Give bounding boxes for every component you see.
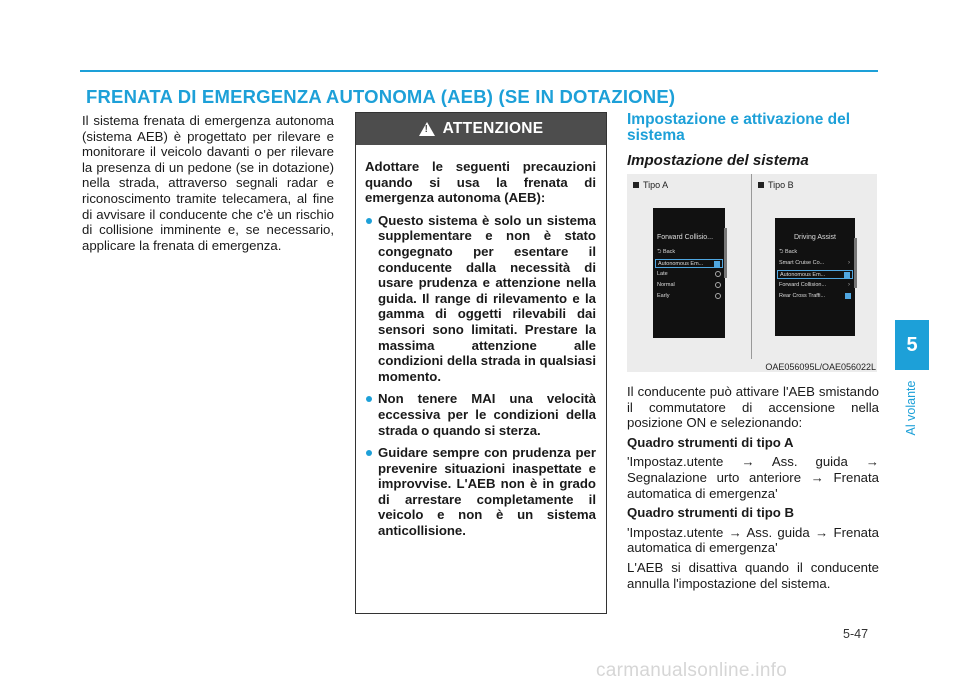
chapter-tab: 5 bbox=[895, 320, 929, 370]
checkbox-checked-icon bbox=[844, 272, 850, 278]
right-column-text bbox=[627, 384, 879, 595]
screen-b-item bbox=[777, 259, 853, 268]
warning-item: Questo sistema è solo un sistema supplementare e non è stato congegnato per esentare il conducente dalla necessità di usare prudenza e attenzione nella guida. Il range di rilevamento e la gamma di oggetti rilevabili dai sensori sono limitati. Prestare la massima attenzione alle condizioni della strada in qualsiasi momento. bbox=[365, 213, 596, 385]
body-paragraph: Il conducente può attivare l'AEB smistando il commutatore di accensione nella posizione ON e selezionando: bbox=[627, 384, 879, 431]
screen-b-item bbox=[777, 281, 853, 290]
screen-a-item bbox=[655, 281, 723, 290]
screen-b-back-label: Back bbox=[784, 249, 798, 255]
warning-box bbox=[355, 112, 607, 614]
cluster-b-path: 'Impostaz.utente → Ass. guida → Frenata automatica di emergenza' bbox=[627, 524, 879, 556]
screen-a-item bbox=[655, 292, 723, 301]
intro-paragraph: Il sistema frenata di emergenza autonoma (sistema AEB) è progettato per rilevare e monitorare il veicolo davanti o per rilevare la presenza di un pedone (se in dotazione) nella strada, attraverso segnali radar e riconoscimento tramite telecamera, al fine di avvisare il conducente che c'è un rischio di collisione imminente e, se necessario, applicare la frenata di emergenza. bbox=[82, 113, 334, 253]
screen-b-item-label: Smart Cruise Co... bbox=[779, 260, 825, 266]
screen-a-item-label: Normal bbox=[657, 282, 675, 288]
warning-triangle-icon: ! bbox=[419, 122, 435, 136]
body-paragraph: L'AEB si disattiva quando il conducente annulla l'impostazione del sistema. bbox=[627, 559, 879, 591]
screen-scrollbar bbox=[854, 238, 857, 288]
screen-b-back: ⮌ Back bbox=[779, 249, 798, 255]
screen-a-item-label: Early bbox=[657, 293, 670, 299]
warning-body bbox=[356, 145, 606, 539]
figure-label-b: Tipo B bbox=[758, 180, 794, 190]
screen-a-item bbox=[655, 259, 723, 268]
screen-b-item-label: Autonomous Em... bbox=[780, 272, 826, 278]
screen-a-back: ⮌ Back bbox=[657, 249, 676, 255]
checkbox-checked-icon bbox=[845, 293, 851, 299]
section-title: Impostazione e attivazione del sistema bbox=[627, 111, 851, 144]
warning-list bbox=[365, 213, 596, 539]
checkbox-checked-icon bbox=[714, 261, 720, 267]
top-rule bbox=[80, 70, 878, 72]
warning-heading: ATTENZIONE bbox=[442, 120, 544, 137]
cluster-screen-a bbox=[653, 208, 725, 338]
screen-b-item bbox=[777, 292, 853, 301]
warning-item: Guidare sempre con prudenza per prevenire situazioni inaspettate e improvvise. L'AEB non è in grado di arrestare completamente il veicolo e non è un sistema anticollisione. bbox=[365, 445, 596, 539]
screen-a-item bbox=[655, 270, 723, 279]
cluster-a-path: 'Impostaz.utente → Ass. guida → Segnalazione urto anteriore → Frenata automatica di emergenza' bbox=[627, 454, 879, 501]
screen-b-item-label: Forward Collision... bbox=[779, 282, 827, 288]
figure-label-a: Tipo A bbox=[633, 180, 668, 190]
radio-icon bbox=[715, 282, 721, 288]
radio-icon bbox=[715, 293, 721, 299]
warning-lead: Adottare le seguenti precauzioni quando si usa la frenata di emergenza autonoma (AEB): bbox=[365, 159, 596, 206]
page-number: 5-47 bbox=[843, 627, 869, 641]
cluster-b-heading: Quadro strumenti di tipo B bbox=[627, 505, 795, 521]
warning-item: Non tenere MAI una velocità eccessiva per le condizioni della strada o quando si sterza. bbox=[365, 391, 596, 438]
cluster-screen-b bbox=[775, 218, 855, 336]
chevron-right-icon: › bbox=[848, 260, 850, 266]
chevron-right-icon: › bbox=[848, 282, 850, 288]
screen-b-title: Driving Assist bbox=[793, 234, 836, 241]
screen-a-title: Forward Collisio... bbox=[657, 234, 714, 241]
figure-code: OAE056095L/OAE056022L bbox=[765, 362, 876, 372]
section-subtitle: Impostazione del sistema bbox=[627, 152, 809, 169]
cluster-a-heading: Quadro strumenti di tipo A bbox=[627, 434, 794, 450]
screen-a-item-label: Autonomous Em... bbox=[658, 261, 704, 267]
warning-header bbox=[356, 113, 606, 145]
cluster-figure bbox=[627, 174, 877, 372]
watermark: carmanualsonline.info bbox=[596, 660, 788, 681]
chapter-label bbox=[901, 376, 921, 440]
screen-b-item-label: Rear Cross Traffi... bbox=[779, 293, 826, 299]
radio-icon bbox=[715, 271, 721, 277]
chapter-label-text: Al volante bbox=[904, 380, 918, 436]
figure-divider bbox=[751, 174, 752, 359]
screen-b-item bbox=[777, 270, 853, 279]
screen-a-item-label: Late bbox=[657, 271, 668, 277]
screen-a-back-label: Back bbox=[662, 249, 676, 255]
page-title: FRENATA DI EMERGENZA AUTONOMA (AEB) (SE IN DOTAZIONE) bbox=[86, 86, 676, 107]
